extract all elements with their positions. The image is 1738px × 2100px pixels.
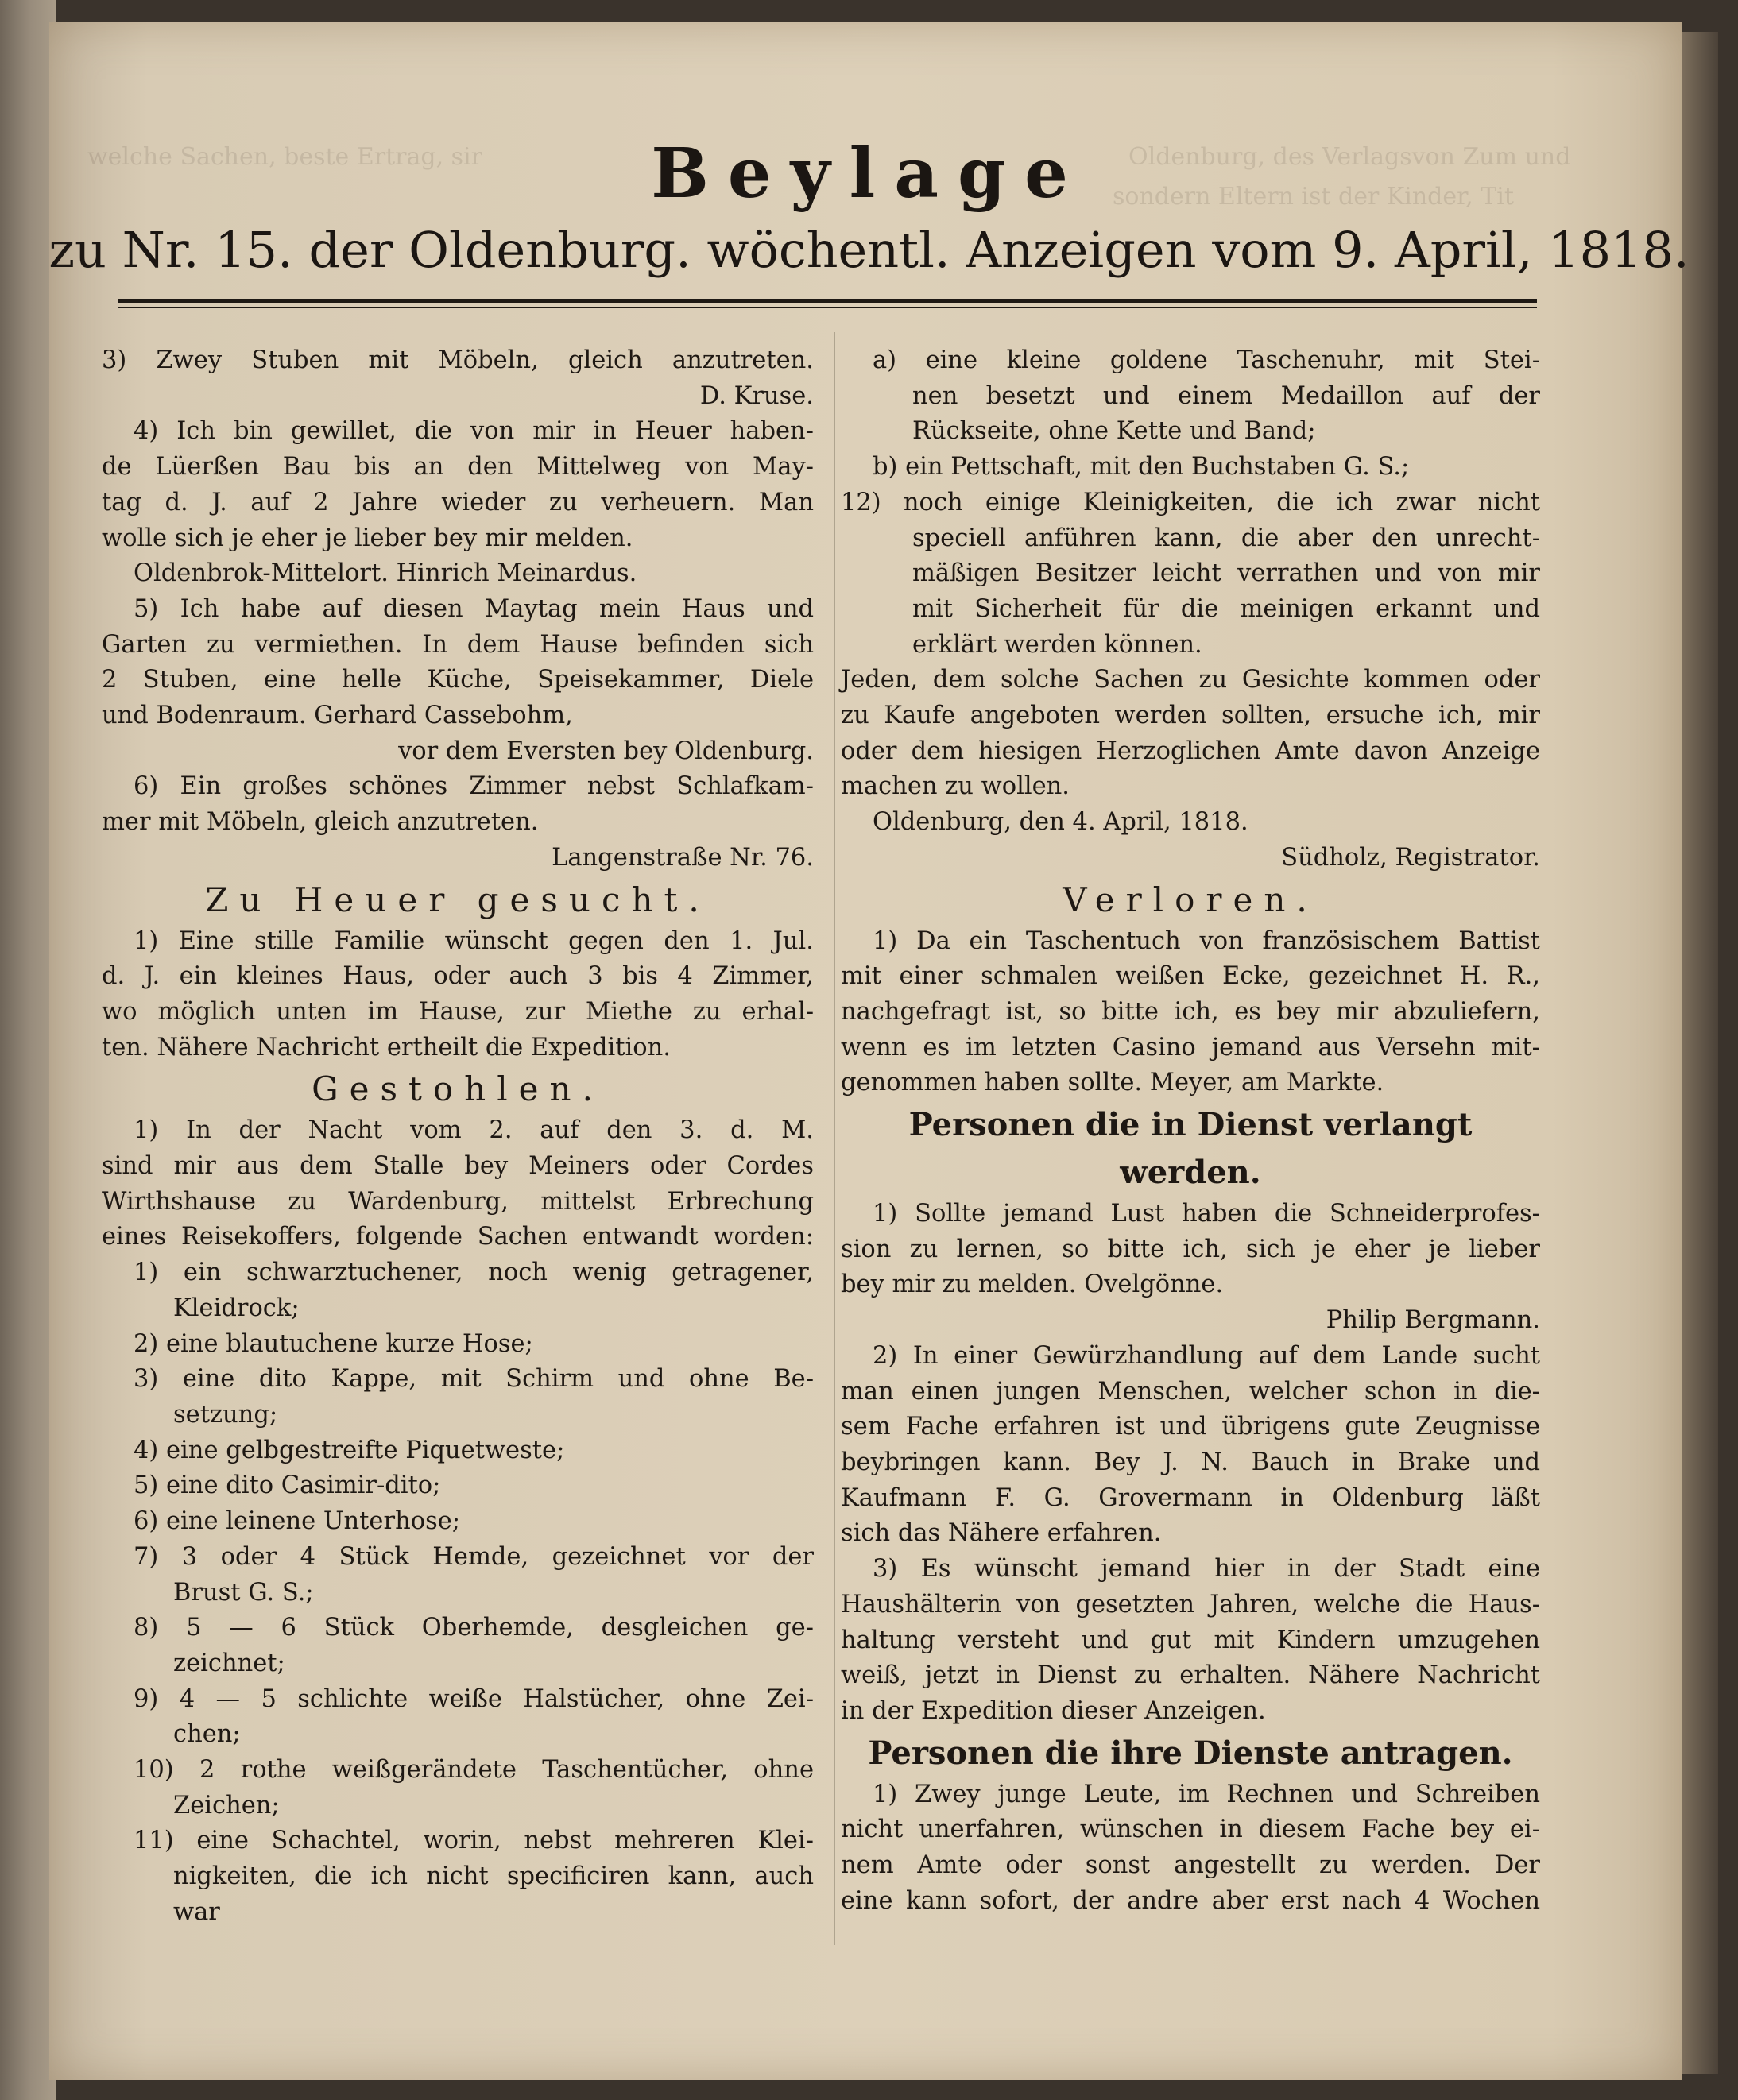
left-column xyxy=(102,343,814,1931)
text-line: und Bodenraum. Gerhard Cassebohm, xyxy=(102,702,573,730)
text-line: sind mir aus dem Stalle bey Meiners oder Cordes xyxy=(102,1152,814,1181)
bleed-through-text: sondern Eltern ist der Kinder, Tit xyxy=(1113,183,1514,211)
text-line: 12) noch einige Kleinigkeiten, die ich zwar nicht xyxy=(841,488,1540,516)
text-line: bey mir zu melden. Ovelgönne. xyxy=(841,1270,1224,1299)
text-line: a) eine kleine goldene Taschenuhr, mit Stei- xyxy=(873,346,1540,374)
text-line: 11) eine Schachtel, worin, nebst mehreren Klei- xyxy=(134,1827,814,1855)
bleed-through-text: welche Sachen, beste Ertrag, sir xyxy=(87,143,482,171)
text-line: mer mit Möbeln, gleich anzutreten. xyxy=(102,808,539,837)
text-line: 3) Zwey Stuben mit Möbeln, gleich anzutreten. xyxy=(102,346,814,374)
text-line: mit einer schmalen weißen Ecke, gezeichnet H. R., xyxy=(841,962,1540,991)
text-line: oder dem hiesigen Herzoglichen Amte davon Anzeige xyxy=(841,737,1540,765)
text-line: 1) Sollte jemand Lust haben die Schneiderprofes- xyxy=(873,1200,1540,1228)
text-line: haltung versteht und gut mit Kindern umzugehen xyxy=(841,1626,1540,1654)
text-line: Oldenburg, den 4. April, 1818. xyxy=(873,808,1248,837)
page-right-edge xyxy=(1682,32,1718,2074)
text-line: war xyxy=(173,1897,220,1926)
text-line: mäßigen Besitzer leicht verrathen und von mir xyxy=(912,559,1540,588)
text-line: Kaufmann F. G. Grovermann in Oldenburg läßt xyxy=(841,1483,1540,1512)
text-line: tag d. J. auf 2 Jahre wieder zu verheuern. Man xyxy=(102,488,814,516)
text-line: d. J. ein kleines Haus, oder auch 3 bis 4 Zimmer, xyxy=(102,962,814,991)
text-line: nigkeiten, die ich nicht specificiren kann, auch xyxy=(173,1862,814,1891)
bleed-through-text: Oldenburg, des Verlagsvon Zum und xyxy=(1128,143,1571,171)
text-line: nachgefragt ist, so bitte ich, es bey mir abzuliefern, xyxy=(841,997,1540,1026)
text-line: Brust G. S.; xyxy=(173,1578,314,1607)
text-line: 10) 2 rothe weißgerändete Taschentücher, ohne xyxy=(134,1756,814,1785)
text-line: nicht unerfahren, wünschen in diesem Fache bey ei- xyxy=(841,1816,1540,1844)
text-line: chen; xyxy=(173,1720,241,1749)
text-line: de Lüerßen Bau bis an den Mittelweg von May- xyxy=(102,453,814,481)
text-line: zeichnet; xyxy=(173,1649,285,1677)
text-line: 6) eine leinene Unterhose; xyxy=(134,1507,461,1536)
text-line: sion zu lernen, so bitte ich, sich je eher je lieber xyxy=(841,1235,1540,1263)
previous-page-edge xyxy=(0,0,56,2100)
page-title: Beylage xyxy=(651,133,1087,214)
text-line: genommen haben sollte. Meyer, am Markte. xyxy=(841,1069,1384,1097)
text-line: Garten zu vermiethen. In dem Hause befinden sich xyxy=(102,630,814,659)
text-line: 2) In einer Gewürzhandlung auf dem Lande sucht xyxy=(873,1341,1540,1370)
text-line: Langenstraße Nr. 76. xyxy=(552,843,814,872)
text-line: mit Sicherheit für die meinigen erkannt und xyxy=(912,594,1540,623)
text-line: machen zu wollen. xyxy=(841,772,1070,801)
text-line: 3) eine dito Kappe, mit Schirm und ohne Be- xyxy=(134,1365,814,1394)
text-line: 8) 5 — 6 Stück Oberhemde, desgleichen ge- xyxy=(134,1614,814,1642)
text-line: wenn es im letzten Casino jemand aus Versehn mit- xyxy=(841,1033,1540,1062)
text-line: 2 Stuben, eine helle Küche, Speisekammer, Diele xyxy=(102,666,814,694)
text-line: eines Reisekoffers, folgende Sachen entwandt worden: xyxy=(102,1223,814,1251)
section-heading: Zu Heuer gesucht. xyxy=(205,880,710,919)
text-line: 1) Zwey junge Leute, im Rechnen und Schreiben xyxy=(873,1780,1540,1808)
text-line: Rückseite, ohne Kette und Band; xyxy=(912,417,1316,446)
section-heading: Verloren. xyxy=(1063,880,1318,919)
text-line: 2) eine blautuchene kurze Hose; xyxy=(134,1329,533,1358)
text-line: 1) ein schwarztuchener, noch wenig getragener, xyxy=(134,1259,814,1287)
right-column xyxy=(841,343,1540,1919)
text-line: Kleidrock; xyxy=(173,1294,300,1322)
page-subtitle: zu Nr. 15. der Oldenburg. wöchentl. Anzeigen vom 9. April, 1818. xyxy=(48,221,1690,279)
text-line: 1) Eine stille Familie wünscht gegen den 1. Jul. xyxy=(134,926,814,955)
section-heading: Personen die ihre Dienste antragen. xyxy=(868,1734,1513,1772)
text-line: man einen jungen Menschen, welcher schon in die- xyxy=(841,1377,1540,1406)
text-line: 6) Ein großes schönes Zimmer nebst Schlafkam- xyxy=(134,772,814,801)
text-line: Jeden, dem solche Sachen zu Gesichte kommen oder xyxy=(841,666,1540,694)
text-line: ten. Nähere Nachricht ertheilt die Expedition. xyxy=(102,1033,671,1062)
section-heading: Gestohlen. xyxy=(312,1069,604,1109)
text-line: 3) Es wünscht jemand hier in der Stadt eine xyxy=(873,1555,1540,1584)
text-line: sem Fache erfahren ist und übrigens gute Zeugnisse xyxy=(841,1413,1540,1441)
text-line: 5) eine dito Casimir-dito; xyxy=(134,1472,441,1500)
text-line: nen besetzt und einem Medaillon auf der xyxy=(912,381,1540,410)
text-line: erklärt werden können. xyxy=(912,630,1202,659)
text-line: Haushälterin von gesetzten Jahren, welche die Haus- xyxy=(841,1590,1540,1619)
text-line: 1) In der Nacht vom 2. auf den 3. d. M. xyxy=(134,1116,814,1145)
text-line: Südholz, Registrator. xyxy=(1281,843,1540,872)
column-divider xyxy=(834,332,835,1945)
text-line: Wirthshause zu Wardenburg, mittelst Erbrechung xyxy=(102,1187,814,1216)
text-line: wo möglich unten im Hause, zur Miethe zu erhal- xyxy=(102,997,814,1026)
text-line: Oldenbrok-Mittelort. Hinrich Meinardus. xyxy=(134,559,637,588)
text-line: D. Kruse. xyxy=(699,381,814,410)
text-line: 5) Ich habe auf diesen Maytag mein Haus und xyxy=(134,594,814,623)
text-line: sich das Nähere erfahren. xyxy=(841,1519,1162,1548)
section-heading: Personen die in Dienst verlangt werden. xyxy=(908,1106,1473,1192)
text-line: in der Expedition dieser Anzeigen. xyxy=(841,1696,1266,1725)
text-line: setzung; xyxy=(173,1400,278,1429)
header-rule-thin xyxy=(118,307,1537,308)
text-line: zu Kaufe angeboten werden sollten, ersuche ich, mir xyxy=(841,702,1540,730)
text-line: 9) 4 — 5 schlichte weiße Halstücher, ohne Zei- xyxy=(134,1684,814,1713)
text-line: 4) eine gelbgestreifte Piquetweste; xyxy=(134,1436,565,1464)
text-line: b) ein Pettschaft, mit den Buchstaben G. S.; xyxy=(873,453,1410,481)
text-line: 7) 3 oder 4 Stück Hemde, gezeichnet vor der xyxy=(134,1542,814,1571)
text-line: wolle sich je eher je lieber bey mir melden. xyxy=(102,524,633,552)
text-line: nem Amte oder sonst angestellt zu werden. Der xyxy=(841,1851,1540,1880)
text-line: Philip Bergmann. xyxy=(1326,1306,1540,1335)
text-line: eine kann sofort, der andre aber erst nach 4 Wochen xyxy=(841,1886,1540,1915)
text-line: vor dem Eversten bey Oldenburg. xyxy=(398,737,814,765)
text-line: Zeichen; xyxy=(173,1791,280,1820)
text-line: weiß, jetzt in Dienst zu erhalten. Nähere Nachricht xyxy=(841,1661,1540,1690)
header-rule xyxy=(118,299,1537,303)
text-line: beybringen kann. Bey J. N. Bauch in Brake und xyxy=(841,1448,1540,1476)
text-line: 1) Da ein Taschentuch von französischem Battist xyxy=(873,926,1540,955)
text-line: 4) Ich bin gewillet, die von mir in Heuer haben- xyxy=(134,417,814,446)
text-line: speciell anführen kann, die aber den unrecht- xyxy=(912,524,1540,552)
